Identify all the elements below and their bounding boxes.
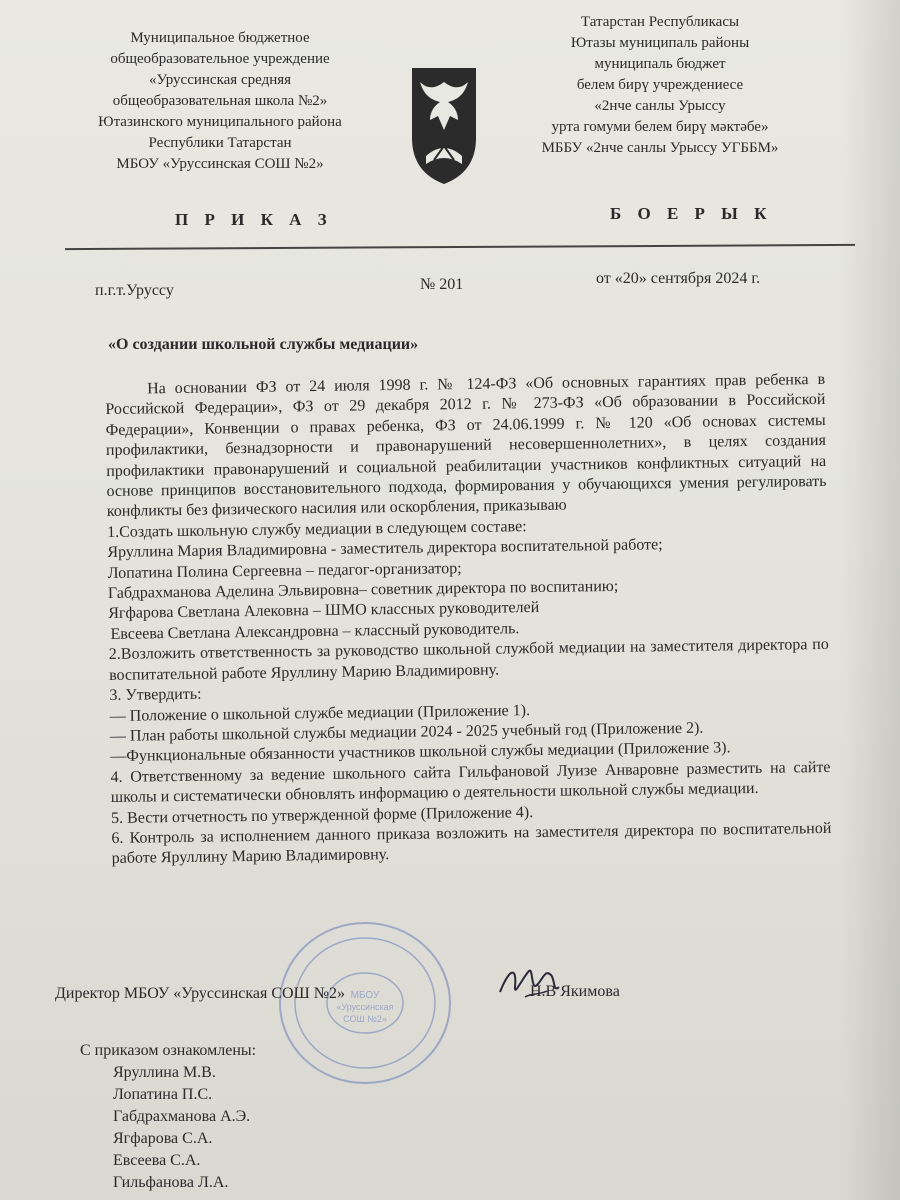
acquainted-name: Лопатина П.С. bbox=[113, 1086, 213, 1103]
order-number: № 201 bbox=[420, 276, 464, 293]
svg-text:СОШ №2»: СОШ №2» bbox=[343, 1014, 387, 1024]
header-right-line: Татарстан Республикасы bbox=[580, 14, 740, 30]
header-right-line: белем бирү учреждениесе bbox=[576, 77, 744, 93]
header-right-line: «2нче санлы Урыссу bbox=[594, 98, 726, 114]
order-item: 2.Возложить ответственность за руководство школьной службой медиации на заместителя директора по воспитательной работе Яруллину Марию Владимировну. bbox=[108, 636, 829, 684]
acquainted-name: Ягфарова С.А. bbox=[113, 1130, 213, 1147]
page-edge-shadow bbox=[840, 0, 900, 1200]
header-left-block bbox=[55, 28, 385, 175]
order-date: от «20» сентября 2024 г. bbox=[596, 270, 761, 287]
svg-text:«Уруссинская: «Уруссинская bbox=[336, 1002, 394, 1012]
order-title: «О создании школьной службы медиации» bbox=[108, 336, 419, 353]
order-item: — Положение о школьной службе медиации (Приложение 1). bbox=[109, 701, 531, 725]
order-item: 1.Создать школьную службу медиации в следующем составе: bbox=[107, 517, 527, 541]
header-divider bbox=[65, 244, 855, 250]
header-right-line: МББУ «2нче санлы Урыссу УГББМ» bbox=[541, 140, 779, 156]
order-item: 5. Вести отчетность по утвержденной форме (Приложение 4). bbox=[110, 803, 534, 827]
director-title: Директор МБОУ «Уруссинская СОШ №2» bbox=[55, 985, 345, 1002]
school-stamp-icon bbox=[275, 918, 455, 1088]
header-left-line: Республики Татарстан bbox=[148, 135, 292, 151]
order-item: Яруллина Мария Владимировна - заместитель директора воспитательной работе; bbox=[107, 536, 663, 562]
place-label: п.г.т.Уруссу bbox=[95, 282, 174, 299]
coat-of-arms-icon bbox=[404, 60, 484, 190]
acquainted-title: С приказом ознакомлены: bbox=[80, 1042, 257, 1059]
order-body bbox=[105, 370, 832, 870]
acquainted-name: Евсеева С.А. bbox=[113, 1152, 201, 1169]
header-right-line: муниципаль бюджет bbox=[594, 56, 726, 72]
header-right-line: урта гомуми белем бирү мәктәбе» bbox=[551, 119, 769, 135]
order-item: Ягфарова Светлана Алековна – ШМО классных руководителей bbox=[108, 599, 540, 623]
header-left-line: МБОУ «Уруссинская СОШ №2» bbox=[116, 156, 324, 172]
header-left-line: общеобразовательная школа №2» bbox=[112, 93, 328, 109]
header-left-line: «Уруссинская средняя bbox=[148, 72, 292, 88]
header-left-line: Ютазинского муниципального района bbox=[98, 114, 342, 130]
order-item: 6. Контроль за исполнением данного приказа возложить на заместителя директора по воспитательной работе Яруллину Марию Владимировну. bbox=[111, 819, 832, 868]
header-left-line: общеобразовательное учреждение bbox=[110, 51, 330, 67]
order-item: Габдрахманова Аделина Эльвировна– советник директора по воспитанию; bbox=[107, 577, 619, 603]
acquainted-block bbox=[80, 1040, 256, 1194]
header-right-line: Ютазы муниципаль районы bbox=[570, 35, 750, 51]
order-item: 4. Ответственному за ведение школьного сайта Гильфановой Луизе Анваровне разместить на сайте школы и систематически обновлять информацию о деятельности школьной службы медиации. bbox=[110, 758, 831, 807]
order-item: —Функциональные обязанности участников школьной службы медиации (Приложение 3). bbox=[110, 739, 731, 766]
doc-kind-russian: П Р И К А З bbox=[175, 210, 333, 229]
director-name: Н.В Якимова bbox=[530, 983, 620, 1000]
order-item: Евсеева Светлана Александровна – классный руководитель. bbox=[110, 620, 520, 643]
preamble-paragraph: На основании ФЗ от 24 июля 1998 г. № 124-ФЗ «Об основных гарантиях прав ребенка в Российской Федерации», ФЗ от 29 декабря 2012 г. № 273-ФЗ «Об образовании в Российской Федерации», Конвенции о правах ребенка, ФЗ от 24.06.1999 г. № 120 «Об основах системы профилактики, безнадзорности и правонарушений несовершеннолетних», в целях создания профилактики правонарушений и социальной реабилитации участников конфликтных ситуаций на основе принципов восстановительного подхода, формирования у обучающихся умения регулировать конфликты без физического насилия или оскорбления, приказываю bbox=[105, 370, 827, 521]
acquainted-name: Яруллина М.В. bbox=[113, 1064, 216, 1081]
order-item: Лопатина Полина Сергеевна – педагог-организатор; bbox=[107, 559, 462, 582]
order-item: — План работы школьной службы медиации 2024 - 2025 учебный год (Приложение 2). bbox=[109, 719, 704, 745]
svg-text:МБОУ: МБОУ bbox=[350, 990, 380, 1001]
order-item: 3. Утвердить: bbox=[109, 685, 202, 705]
acquainted-name: Габдрахманова А.Э. bbox=[113, 1108, 251, 1125]
doc-kind-tatar: Б О Е Р Ы К bbox=[610, 204, 773, 223]
header-right-block bbox=[510, 12, 810, 159]
acquainted-name: Гильфанова Л.А. bbox=[113, 1174, 229, 1191]
header-left-line: Муниципальное бюджетное bbox=[130, 30, 310, 46]
